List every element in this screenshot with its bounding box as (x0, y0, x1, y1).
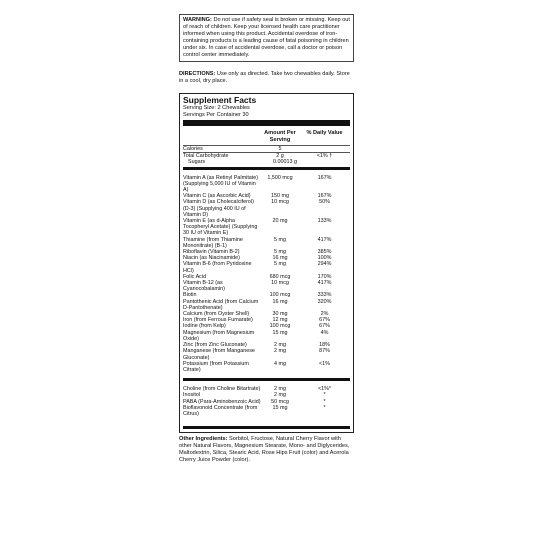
nutrient-dv (299, 146, 350, 152)
warning-box (179, 14, 354, 62)
other-ingredients (179, 436, 354, 464)
nutrient-name: Zinc (from Zinc Gluconate) (183, 342, 247, 349)
nutrient-dv (304, 159, 350, 165)
nutrient-amount: 16 mg (272, 255, 288, 262)
nutrient-amount: 100 mcg (269, 323, 291, 330)
nutrient-amount: 680 mcg (269, 273, 291, 280)
nutrient-amount: 15 mg (272, 329, 288, 336)
nutrient-name: PABA (Para-Aminobenzoic Acid) (183, 398, 261, 405)
nutrient-name: Riboflavin (Vitamin B-2) (183, 249, 240, 256)
other-nutrients-list (183, 386, 350, 417)
nutrient-dv: 333% (317, 292, 332, 299)
directions-label: DIRECTIONS: (179, 71, 216, 77)
nutrient-amount: 2 mg (274, 342, 286, 349)
nutrient-row (183, 175, 350, 194)
nutrient-amount: 2 mg (274, 386, 286, 393)
medium-divider (183, 378, 350, 381)
nutrient-name: Biotin (183, 292, 197, 299)
supplement-facts-panel (179, 93, 354, 433)
nutrient-dv: * (323, 404, 326, 411)
warning-text: Do not use if safety seal is broken or missing. Keep out of reach of children. Keep your licensed health care practitioner informed when using this product. Accidental overdose of iron-containing products is a leading cause of fatal poisoning in children under six. In case of accidental overdose, call a doctor or poison control center immediately. (183, 17, 350, 58)
nutrient-name: Manganese (from Manganese Gluconate) (183, 348, 255, 361)
nutrient-name: Calories (183, 146, 203, 152)
nutrient-amount: 5 mg (274, 249, 286, 256)
col-dv-header: % Daily Value (306, 130, 343, 136)
nutrient-name: Vitamin B-12 (as Cyanocobalamin) (183, 280, 225, 293)
nutrient-amount: 5 mg (274, 236, 286, 243)
nutrient-dv: <1% † (316, 153, 333, 160)
nutrient-name: Vitamin B-6 (from Pyridoxine HCl) (183, 261, 252, 274)
nutrient-name: Vitamin C (as Ascorbic Acid) (183, 193, 251, 200)
nutrient-amount: 5 mg (274, 261, 286, 268)
nutrient-dv: 170% (317, 273, 332, 280)
nutrient-name: Iron (from Ferrous Fumarate) (183, 317, 253, 324)
nutrient-name: Folic Acid (183, 273, 207, 280)
nutrient-name: Niacin (as Niacinamide) (183, 255, 240, 262)
nutrient-dv: 417% (317, 236, 332, 243)
nutrient-amount: 5 (278, 146, 282, 152)
nutrient-name: Sugars (188, 159, 206, 166)
nutrient-dv: 67% (319, 317, 330, 324)
nutrient-dv: <1% (319, 360, 330, 367)
nutrient-dv: 4% (320, 329, 329, 336)
warning-label: WARNING: (183, 17, 212, 23)
other-ingredients-text: Sorbitol, Fructose, Natural Cherry Flavor with other Natural Flavors, Magnesium Stearate, Mono- and Diglycerides, Maltodextrin, Silica, Stearic Acid, Rose Hips Fruit (color) and Acerola Cherry Juice Powder (color). (179, 436, 350, 464)
nutrient-name: Vitamin A (as Retinyl Palmitate) (Supplying 5,000 IU of Vitamin A) (183, 174, 259, 194)
nutrient-name: Bioflavonoid Concentrate (from Citrus) (183, 404, 258, 417)
nutrient-amount: 16 mg (272, 298, 288, 305)
nutrient-dv: 100% (317, 255, 332, 262)
group-calories (183, 146, 350, 152)
nutrient-dv: 133% (317, 218, 332, 225)
nutrient-dv: 2% (320, 311, 329, 318)
nutrient-name: Calcium (from Oyster Shell) (183, 311, 250, 318)
nutrient-amount: 12 mg (272, 317, 288, 324)
nutrient-amount: 15 mg (272, 404, 288, 411)
nutrient-dv: 294% (317, 261, 332, 268)
other-ingredients-label: Other Ingredients: (179, 436, 228, 443)
nutrient-name: Choline (from Choline Bitartrate) (183, 386, 261, 393)
col-amount-header: Amount Per Serving (264, 130, 296, 143)
nutrient-amount: 0.00013 g (273, 159, 297, 166)
thick-divider (183, 120, 350, 126)
nutrient-dv: * (323, 392, 326, 399)
nutrient-amount: 4 mg (274, 360, 286, 367)
nutrient-dv: * (323, 398, 326, 405)
nutrient-dv: 167% (317, 174, 332, 181)
nutrient-name: Magnesium (from Magnesium Oxide) (183, 329, 255, 342)
nutrient-amount: 100 mcg (269, 292, 291, 299)
nutrient-name: Inositol (183, 392, 201, 399)
nutrient-dv: 50% (319, 199, 330, 206)
nutrient-row (183, 159, 350, 165)
nutrient-dv: 18% (319, 342, 330, 349)
servings-per-container: Servings Per Container 30 (183, 111, 249, 118)
vitamins-minerals-list (183, 175, 350, 374)
nutrient-name: Pantothenic Acid (from Calcium D-Pantothenate) (183, 298, 259, 311)
nutrient-row (183, 261, 350, 273)
nutrient-dv: 417% (317, 280, 332, 287)
nutrient-row (183, 299, 350, 311)
directions (179, 71, 354, 85)
nutrient-amount: 10 mcg (271, 280, 289, 287)
nutrient-name: Iodine (from Kelp) (183, 323, 226, 330)
nutrient-amount: 50 mcg (271, 398, 289, 405)
nutrient-row (183, 218, 350, 237)
medium-divider (183, 167, 350, 170)
facts-title: Supplement Facts (183, 95, 257, 105)
nutrient-name: Total Carbohydrate (183, 153, 229, 160)
nutrient-dv: 320% (317, 298, 332, 305)
nutrient-row (183, 348, 350, 360)
nutrient-name: Vitamin D (as Cholecalciferol) (D-3) (Supplying 400 IU of Vitamin D) (183, 199, 254, 218)
nutrient-amount: 150 mg (271, 193, 289, 200)
group-carbohydrate (183, 153, 350, 165)
nutrient-amount: 10 mcg (271, 199, 289, 206)
nutrient-amount: 2 mg (274, 392, 286, 399)
medium-divider (183, 426, 350, 429)
nutrient-dv: <1%* (317, 386, 332, 393)
nutrient-name: Thiamine (from Thiamine Mononitrate) (B-1) (183, 236, 243, 249)
nutrient-row (183, 280, 350, 292)
nutrient-amount: 2 mg (274, 348, 286, 355)
nutrient-row (183, 330, 350, 342)
nutrient-row (183, 199, 350, 218)
nutrient-dv: 167% (317, 193, 332, 200)
nutrient-dv: 87% (319, 348, 330, 355)
nutrient-dv: 385% (317, 249, 332, 256)
directions-text: Use only as directed. Take two chewables daily. Store in a cool, dry place. (179, 71, 350, 84)
column-header (183, 127, 350, 145)
nutrient-row (183, 146, 350, 152)
nutrient-name: Potassium (from Potassium Citrate) (183, 360, 249, 373)
nutrient-name: Vitamin E (as d-Alpha Tocopheryl Acetate) (Supplying 30 IU of Vitamin E) (183, 218, 258, 237)
nutrient-row (183, 237, 350, 249)
serving-size: Serving Size: 2 Chewables (183, 105, 250, 111)
nutrient-row (183, 361, 350, 373)
label-panel (179, 14, 354, 464)
nutrient-dv: 67% (319, 323, 330, 330)
nutrient-amount: 1,500 mcg (267, 174, 293, 181)
nutrient-row (183, 405, 350, 417)
nutrient-amount: 20 mg (272, 218, 288, 225)
nutrient-amount: 30 mg (272, 311, 288, 318)
nutrient-amount: 2 g (276, 153, 284, 160)
